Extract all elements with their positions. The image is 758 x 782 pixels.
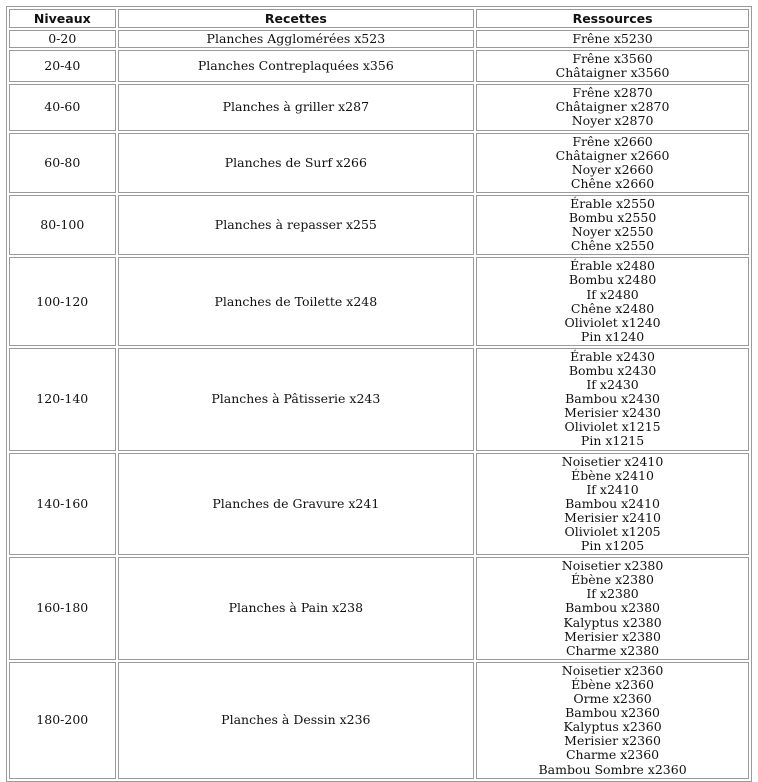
resources-cell [476,662,749,779]
resource-item: Noyer x2660 [571,161,654,177]
resource-item: Bambou x2410 [565,495,661,511]
resource-item: Noyer x2870 [571,113,654,129]
table-row [9,257,749,346]
resource-item: Kalyptus x2360 [563,719,662,735]
table-row [9,662,749,779]
level-cell: 180-200 [9,662,116,779]
resource-item: Oliviolet x1240 [564,314,661,330]
resources-cell [476,133,749,193]
recipe-cell: Planches Contreplaquées x356 [118,50,475,82]
level-cell: 60-80 [9,133,116,193]
header-resources: Ressources [476,9,749,28]
resource-item: Bombu x2480 [568,272,657,288]
resource-item: Oliviolet x1215 [564,419,661,435]
level-cell: 80-100 [9,195,116,255]
resource-item: Érable x2480 [570,258,655,274]
resource-item: Merisier x2380 [564,628,661,644]
resource-item: Charme x2380 [565,642,660,658]
resource-item: Orme x2360 [573,691,652,707]
resource-item: Ébène x2380 [571,572,654,588]
level-cell: 100-120 [9,257,116,346]
header-row [9,9,749,28]
resource-item: Bombu x2430 [568,362,657,378]
recipe-cell: Planches de Surf x266 [118,133,475,193]
recipe-cell: Planches à repasser x255 [118,195,475,255]
resource-item: Frêne x5230 [572,31,653,46]
table-row [9,195,749,255]
resources-cell [476,453,749,556]
resource-item: If x2430 [586,377,639,393]
resources-cell [476,257,749,346]
resource-item: If x2480 [586,286,639,302]
resources-cell [476,195,749,255]
recipe-cell: Planches à Pâtisserie x243 [118,348,475,451]
resource-item: Bambou Sombre x2360 [538,761,687,777]
resource-item: Chêne x2660 [570,175,655,191]
recipe-cell: Planches Agglomérées x523 [118,30,475,48]
resource-item: Charme x2360 [565,747,660,763]
resources-cell [476,557,749,660]
resource-item: Ébène x2410 [571,467,654,483]
resource-item: Oliviolet x1205 [564,524,661,539]
resource-item: Pin x1205 [580,538,645,554]
resource-item: Pin x1215 [580,433,645,449]
resources-cell [476,50,749,82]
table-row [9,348,749,451]
recipe-cell: Planches à Dessin x236 [118,662,475,779]
table-row [9,453,749,556]
table-body [9,30,749,779]
resource-item: Merisier x2430 [564,405,661,421]
header-recipes: Recettes [118,9,475,28]
resource-item: Châtaigner x3560 [555,65,670,81]
resource-item: Bombu x2550 [568,210,657,226]
crafting-table [6,6,752,782]
resource-item: Bambou x2380 [565,600,661,616]
resources-cell [476,348,749,451]
resource-item: Noisetier x2380 [561,558,664,574]
resource-item: Frêne x2870 [572,85,653,101]
resource-item: Noisetier x2410 [561,453,664,469]
level-cell: 40-60 [9,84,116,130]
level-cell: 20-40 [9,50,116,82]
resource-item: If x2410 [586,481,639,497]
resource-item: Chêne x2550 [570,238,655,254]
recipe-cell: Planches à Pain x238 [118,557,475,660]
table-row [9,133,749,193]
header-levels: Niveaux [9,9,116,28]
resource-item: Pin x1240 [580,328,645,344]
resource-item: Merisier x2360 [564,733,661,749]
table-row [9,30,749,48]
recipe-cell: Planches de Toilette x248 [118,257,475,346]
resource-item: Érable x2430 [570,348,655,364]
recipe-cell: Planches de Gravure x241 [118,453,475,556]
resources-cell [476,84,749,130]
table-row [9,557,749,660]
table-header [9,9,749,28]
resource-item: Merisier x2410 [564,509,661,525]
resource-item: Châtaigner x2660 [555,147,670,163]
resource-item: Bambou x2430 [565,391,661,407]
resource-item: Ébène x2360 [571,676,654,692]
resource-item: Bambou x2360 [565,705,661,721]
resource-item: Érable x2550 [570,195,655,211]
resource-item: Chêne x2480 [570,300,655,316]
resources-cell [476,30,749,48]
level-cell: 160-180 [9,557,116,660]
table-row [9,50,749,82]
resource-item: Noyer x2550 [571,224,654,240]
table-row [9,84,749,130]
resource-item: Kalyptus x2380 [563,614,662,630]
level-cell: 0-20 [9,30,116,48]
resource-item: If x2380 [586,586,639,602]
level-cell: 140-160 [9,453,116,556]
level-cell: 120-140 [9,348,116,451]
resource-item: Noisetier x2360 [561,662,664,678]
resource-item: Frêne x2660 [572,133,653,149]
recipe-cell: Planches à griller x287 [118,84,475,130]
resource-item: Châtaigner x2870 [555,99,670,115]
resource-item: Frêne x3560 [572,51,653,67]
